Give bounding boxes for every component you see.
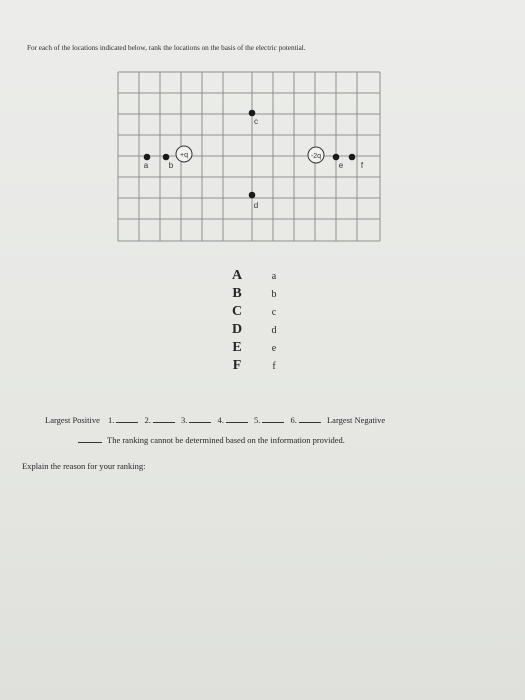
rank-slot-number: 4. <box>217 415 224 425</box>
negative-charge-label: -2q <box>310 153 322 160</box>
answer-location: b <box>271 289 277 300</box>
rank-slot-number: 6. <box>290 415 297 425</box>
grid-lines <box>118 72 380 241</box>
point-label-b: b <box>168 161 174 170</box>
ranking-end-label: Largest Negative <box>326 415 386 425</box>
rank-blank-2[interactable] <box>153 415 175 423</box>
answer-key: E <box>232 340 242 355</box>
answer-location: c <box>271 307 277 318</box>
positive-charge-label: +q <box>180 152 188 159</box>
cannot-determine-text: The ranking cannot be determined based on the information provided. <box>107 435 345 445</box>
rank-blank-4[interactable] <box>226 415 248 423</box>
ranking-line <box>45 415 385 425</box>
point-label-f: f <box>360 161 364 170</box>
rank-blank-5[interactable] <box>262 415 284 423</box>
rank-slot-number: 3. <box>180 415 188 425</box>
point-label-a: a <box>143 161 149 170</box>
answer-location: f <box>272 361 276 372</box>
instructions-text: For each of the locations indicated below, rank the locations on the basis of the electric potential. <box>27 44 306 52</box>
rank-slot-number: 5. <box>253 415 261 425</box>
cannot-determine-line <box>78 435 345 445</box>
cannot-determine-blank[interactable] <box>78 435 102 443</box>
rank-slot-number: 1. <box>107 415 115 425</box>
point-label-c: c <box>254 117 258 126</box>
point-dot-d <box>249 192 256 199</box>
answer-location: a <box>271 271 277 282</box>
point-dot-f <box>349 154 356 161</box>
answer-key: D <box>231 322 243 337</box>
ranking-start-label: Largest Positive <box>45 415 100 425</box>
point-label-d: d <box>253 201 259 210</box>
answer-key: F <box>232 358 242 373</box>
explain-prompt: Explain the reason for your ranking: <box>22 461 146 471</box>
point-label-e: e <box>338 161 344 170</box>
rank-slot-number: 2. <box>144 415 151 425</box>
point-dot-b <box>163 154 170 161</box>
point-dot-a <box>144 154 151 161</box>
answer-key: A <box>231 268 243 283</box>
answer-key: C <box>231 304 243 319</box>
answer-key: B <box>232 286 242 301</box>
answer-location: d <box>271 325 277 336</box>
rank-blank-3[interactable] <box>189 415 211 423</box>
point-dot-c <box>249 110 256 117</box>
rank-blank-6[interactable] <box>299 415 321 423</box>
point-dot-e <box>333 154 340 161</box>
rank-blank-1[interactable] <box>116 415 138 423</box>
answer-location: e <box>271 343 277 354</box>
